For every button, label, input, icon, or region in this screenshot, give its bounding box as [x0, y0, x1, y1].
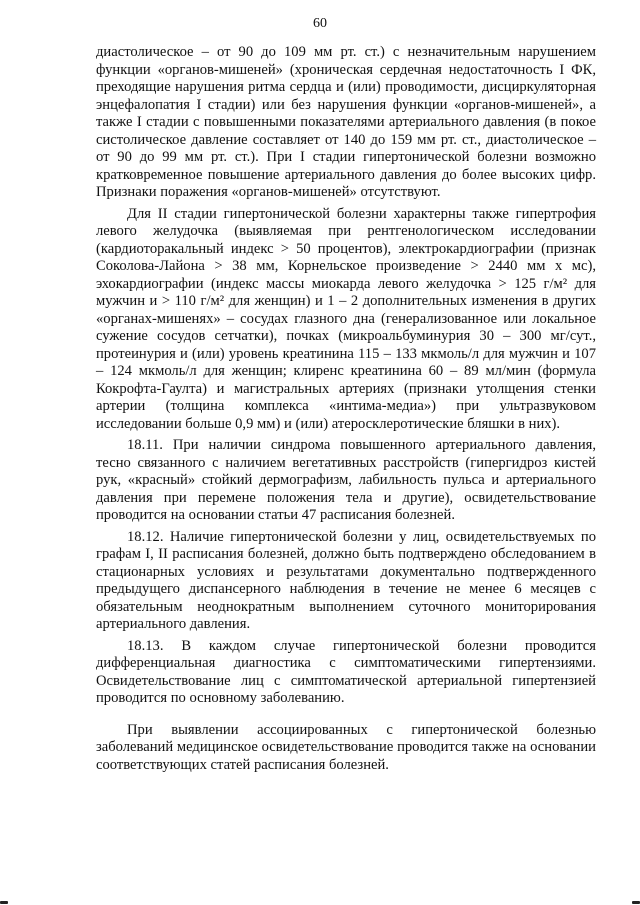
paragraph-associated-diseases: При выявлении ассоциированных с гипертонической болезнью заболеваний медицинское освидетельствование проводится также на основании соответствующих статей расписания болезней. — [96, 721, 596, 773]
paragraph-18-11: 18.11. При наличии синдрома повышенного артериального давления, тесно связанного с наличием вегетативных расстройств (гипергидроз кистей рук, «красный» стойкий дермографизм, лабильность пульса и артериального давления при перемене положения тела и другие), освидетельствование проводится на основании статьи 47 расписания болезней. — [96, 437, 596, 523]
paragraph-continuation-stage-1: диастолическое – от 90 до 109 мм рт. ст.) с незначительным нарушением функции «органов-мишеней» (хроническая сердечная недостаточность I ФК, преходящие нарушения ритма сердца и (или) проводимости, дисциркуляторная энцефалопатия I стадии) или без нарушения функции «органов-мишеней», а также I стадии с повышенными показателями артериального давления (в покое систолическое давление составляет от 140 до 159 мм рт. ст., диастолическое – от 90 до 99 мм рт. ст.). При I стадии гипертонической болезни возможно кратковременное повышение артериального давления до более высоких цифр. Признаки поражения «органов-мишеней» отсутствуют. — [96, 44, 596, 200]
page-number: 60 — [313, 16, 327, 31]
document-body — [96, 44, 596, 774]
scan-mark-bottom-right — [632, 901, 640, 904]
scan-mark-bottom-left — [0, 901, 8, 904]
paragraph-18-13: 18.13. В каждом случае гипертонической болезни проводится дифференциальная диагностика с симптоматическими гипертензиями. Освидетельствование лиц с симптоматической артериальной гипертензией проводится по основному заболеванию. — [96, 637, 596, 706]
paragraph-18-12: 18.12. Наличие гипертонической болезни у лиц, освидетельствуемых по графам I, II расписания болезней, должно быть подтверждено обследованием в стационарных условиях и результатами документально подтвержденного предыдущего диспансерного наблюдения в течение не менее 6 месяцев с обязательным неоднократным выполнением суточного мониторирования артериального давления. — [96, 528, 596, 632]
paragraph-stage-2: Для II стадии гипертонической болезни характерны также гипертрофия левого желудочка (выявляемая при рентгенологическом исследовании (кардиоторакальный индекс > 50 процентов), электрокардиографии (признак Соколова-Лайона > 38 мм, Корнельское произведение > 2440 мм х мс), эхокардиографии (индекс массы миокарда левого желудочка > 125 г/м² для мужчин и > 110 г/м² для женщин) и 1 – 2 дополнительных изменения в других «органах-мишенях» – сосудах глазного дна (генерализованное или локальное сужение сосудов сетчатки), почках (микроальбуминурия 30 – 300 мг/сут., протеинурия и (или) уровень креатинина 115 – 133 мкмоль/л для мужчин и 107 – 124 мкмоль/л для женщин; клиренс креатинина 60 – 89 мл/мин (формула Кокрофта-Гаулта) и магистральных артериях (признаки утолщения стенки артерии (толщина комплекса «интима-медиа») при ультразвуковом исследовании больше 0,9 мм) и (или) атеросклеротические бляшки в них). — [96, 205, 596, 432]
